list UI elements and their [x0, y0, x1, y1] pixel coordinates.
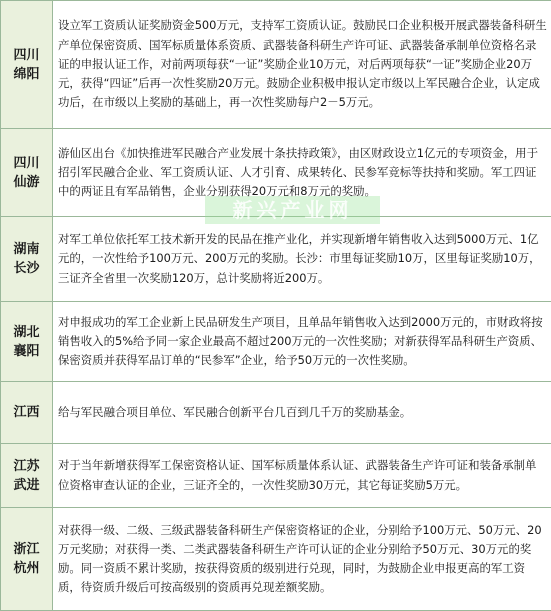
region-province: 湖北: [1, 323, 52, 342]
policy-text: 游仙区出台《加快推进军民融合产业发展十条扶持政策》，由区财政设立1亿元的专项资金，用于招引军民融合企业、军工资质认证、人才引育、成果转化、民参军竞标等扶持和奖励。军工四证中的两证且有军品销售，企业分别获得20万元和8万元的奖励。: [53, 129, 551, 217]
policy-text: 对军工单位依托军工技术新开发的民品在推产业化，并实现新增年销售收入达到5000万元、1亿元的，一次性给予100万元、200万元的奖励。长沙：市里每证奖励10万，区里每证奖励10万，三证齐全省里一次奖励120万，总计奖励将近200万。: [53, 217, 551, 302]
policy-text: 对于当年新增获得军工保密资格认证、国军标质量体系认证、武器装备生产许可证和装备承制单位资格审查认证的企业，三证齐全的，一次性奖励30万元，其它每证奖励5万元。: [53, 444, 551, 508]
region-city: 仙游: [1, 173, 52, 192]
region-cell: [1, 302, 53, 382]
region-cell: [1, 382, 53, 444]
table-row: [1, 129, 551, 217]
table-row: [1, 217, 551, 302]
region-province: 江苏: [1, 457, 52, 476]
table-row: [1, 1, 551, 129]
table-row: [1, 508, 551, 611]
table-row: [1, 302, 551, 382]
region-province: 江西: [1, 403, 52, 422]
region-province: 湖南: [1, 240, 52, 259]
region-cell: [1, 1, 53, 129]
region-city: 武进: [1, 476, 52, 495]
table-row: [1, 382, 551, 444]
region-cell: [1, 129, 53, 217]
region-city: 襄阳: [1, 342, 52, 361]
region-city: 绵阳: [1, 65, 52, 84]
region-cell: [1, 444, 53, 508]
region-province: 四川: [1, 46, 52, 65]
region-city: 杭州: [1, 559, 52, 578]
region-cell: [1, 508, 53, 611]
table-row: [1, 444, 551, 508]
policy-text: 对获得一级、二级、三级武器装备科研生产保密资格证的企业，分别给予100万元、50万元、20万元奖励；对获得一类、二类武器装备科研生产许可认证的企业分别给予50万元、30万元的奖励。同一资质不累计奖励，按获得资质的级别进行兑现，同时，为鼓励企业申报更高的军工资质，待资质升级后可按高级别的资质再兑现差额奖励。: [53, 508, 551, 611]
watermark: 新兴产业网: [205, 196, 380, 224]
region-province: 浙江: [1, 540, 52, 559]
policy-text: 对申报成功的军工企业新上民品研发生产项目，且单品年销售收入达到2000万元的，市财政将按销售收入的5%给予同一家企业最高不超过200万元的一次性奖励；对新获得军品科研生产资质、保密资质并获得军品订单的“民参军”企业，给予50万元的一次性奖励。: [53, 302, 551, 382]
policy-text: 给与军民融合项目单位、军民融合创新平台几百到几千万的奖励基金。: [53, 382, 551, 444]
region-province: 四川: [1, 154, 52, 173]
policy-text: 设立军工资质认证奖励资金500万元，支持军工资质认证。鼓励民口企业积极开展武器装备科研生产单位保密资质、国军标质量体系资质、武器装备科研生产许可证、武器装备承制单位资格名录证的申报认证工作，对前两项每获“一证”奖励企业10万元，对后两项每获“一证”奖励企业20万元，获得“四证”后再一次性奖励20万元。鼓励企业积极申报认定市级以上军民融合企业，认定成功后，在市级以上奖励的基础上，再一次性奖励每户2－5万元。: [53, 1, 551, 129]
region-city: 长沙: [1, 259, 52, 278]
region-cell: [1, 217, 53, 302]
